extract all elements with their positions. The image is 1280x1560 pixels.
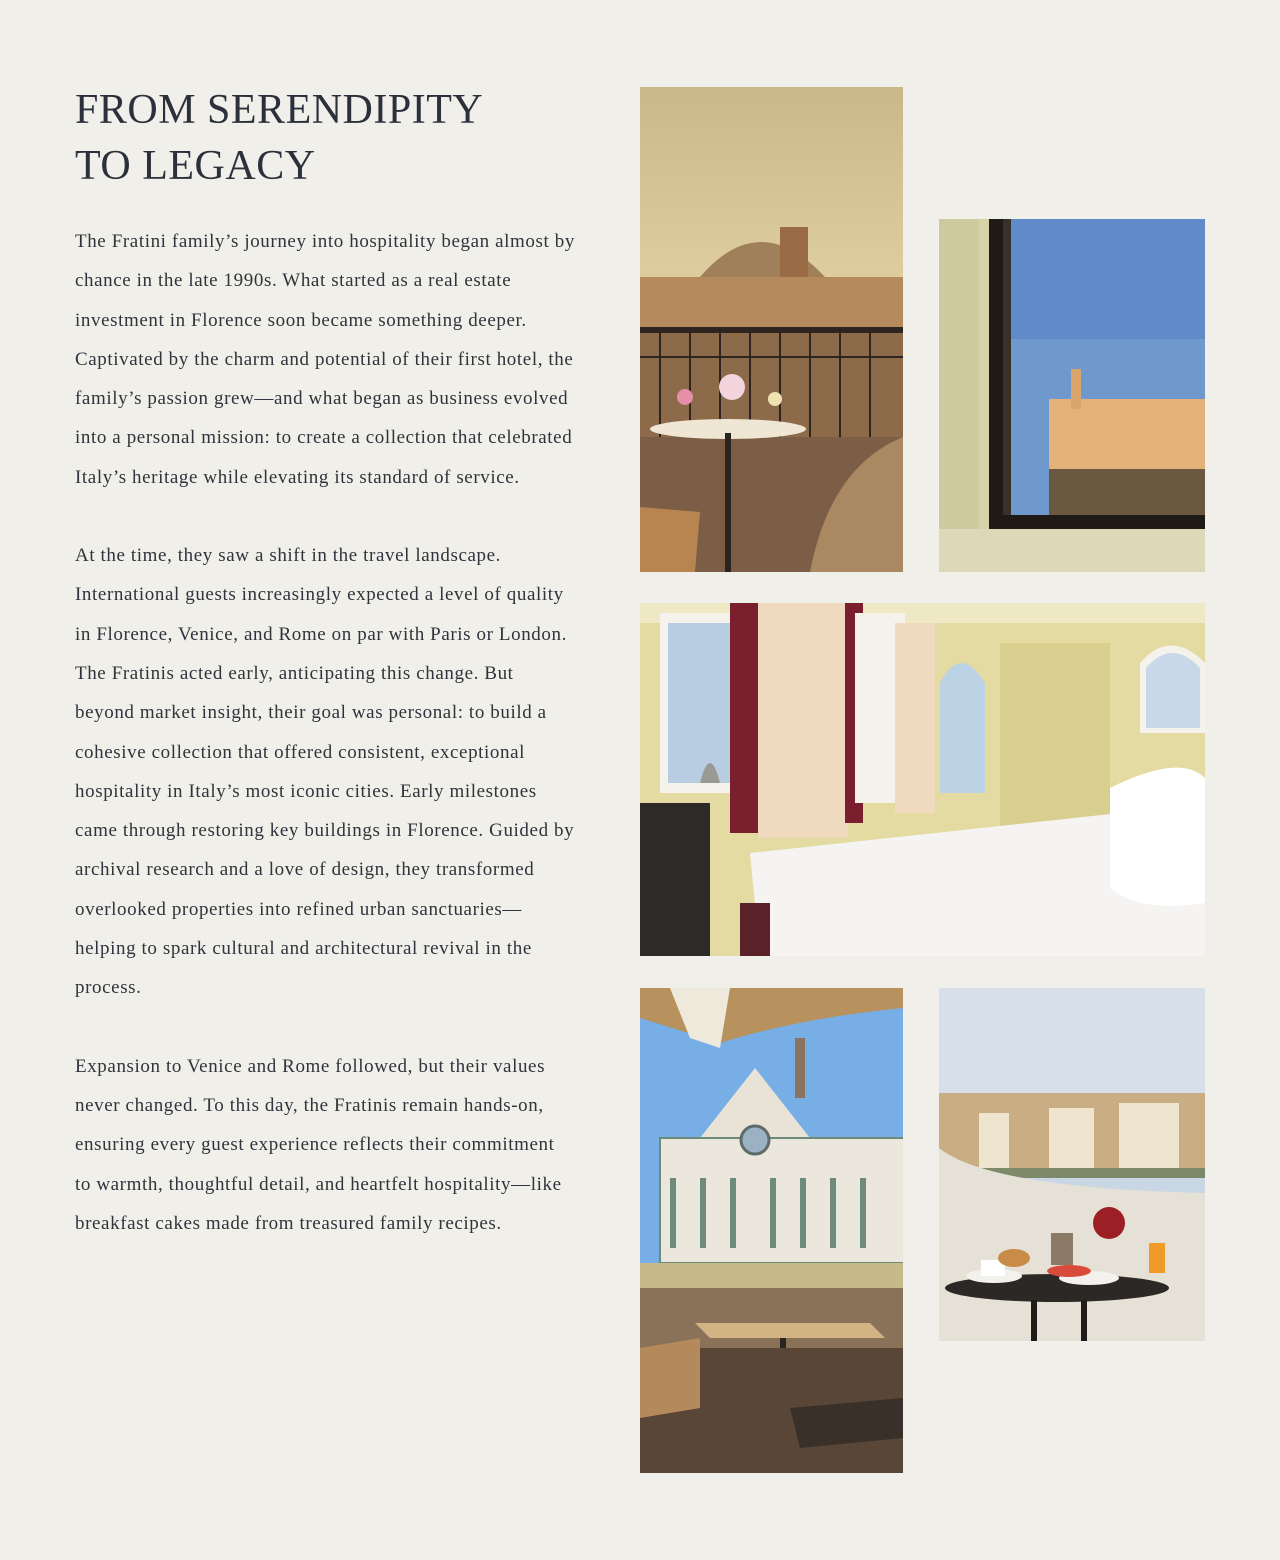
photo-breakfast-terrace	[939, 988, 1205, 1341]
photo-hotel-bedroom	[640, 603, 1205, 956]
paragraph-growth: At the time, they saw a shift in the travel landscape. International guests increasingly expected a level of quality in Florence, Venice, and Rome on par with Paris or London. The Fratinis acted early, anticipating this change. But beyond market insight, their goal was personal: to build a cohesive collection that offered consistent, exceptional hospitality in Italy’s most iconic cities. Early milestones came through restoring key buildings in Florence. Guided by archival research and a love of design, they transformed overlooked properties into refined urban sanctuaries—helping to spark cultural and architectural revival in the process.	[75, 545, 575, 999]
paragraph-origins: The Fratini family’s journey into hospitality began almost by chance in the late 1990s. What started as a real estate investment in Florence soon became something deeper. Captivated by the charm and potential of their first hotel, the family’s passion grew—and what began as business evolved into a personal mission: to create a collection that celebrated Italy’s heritage while elevating its standard of service.	[75, 231, 575, 488]
paragraph-expansion: Expansion to Venice and Rome followed, but their values never changed. To this day, the Fratinis remain hands-on, ensuring every guest experience reflects their commitment to warmth, thoughtful detail, and heartfelt hospitality—like breakfast cakes made from treasured family recipes.	[75, 1055, 562, 1234]
photo-rome-terrace	[640, 87, 903, 572]
section-title-line-2: TO LEGACY	[75, 143, 316, 189]
photo-venice-window	[939, 219, 1205, 572]
section-title-line-1: FROM SERENDIPITY	[75, 87, 484, 133]
body-copy	[75, 222, 575, 1282]
photo-florence-church-cafe	[640, 988, 903, 1473]
section-title	[75, 82, 595, 194]
